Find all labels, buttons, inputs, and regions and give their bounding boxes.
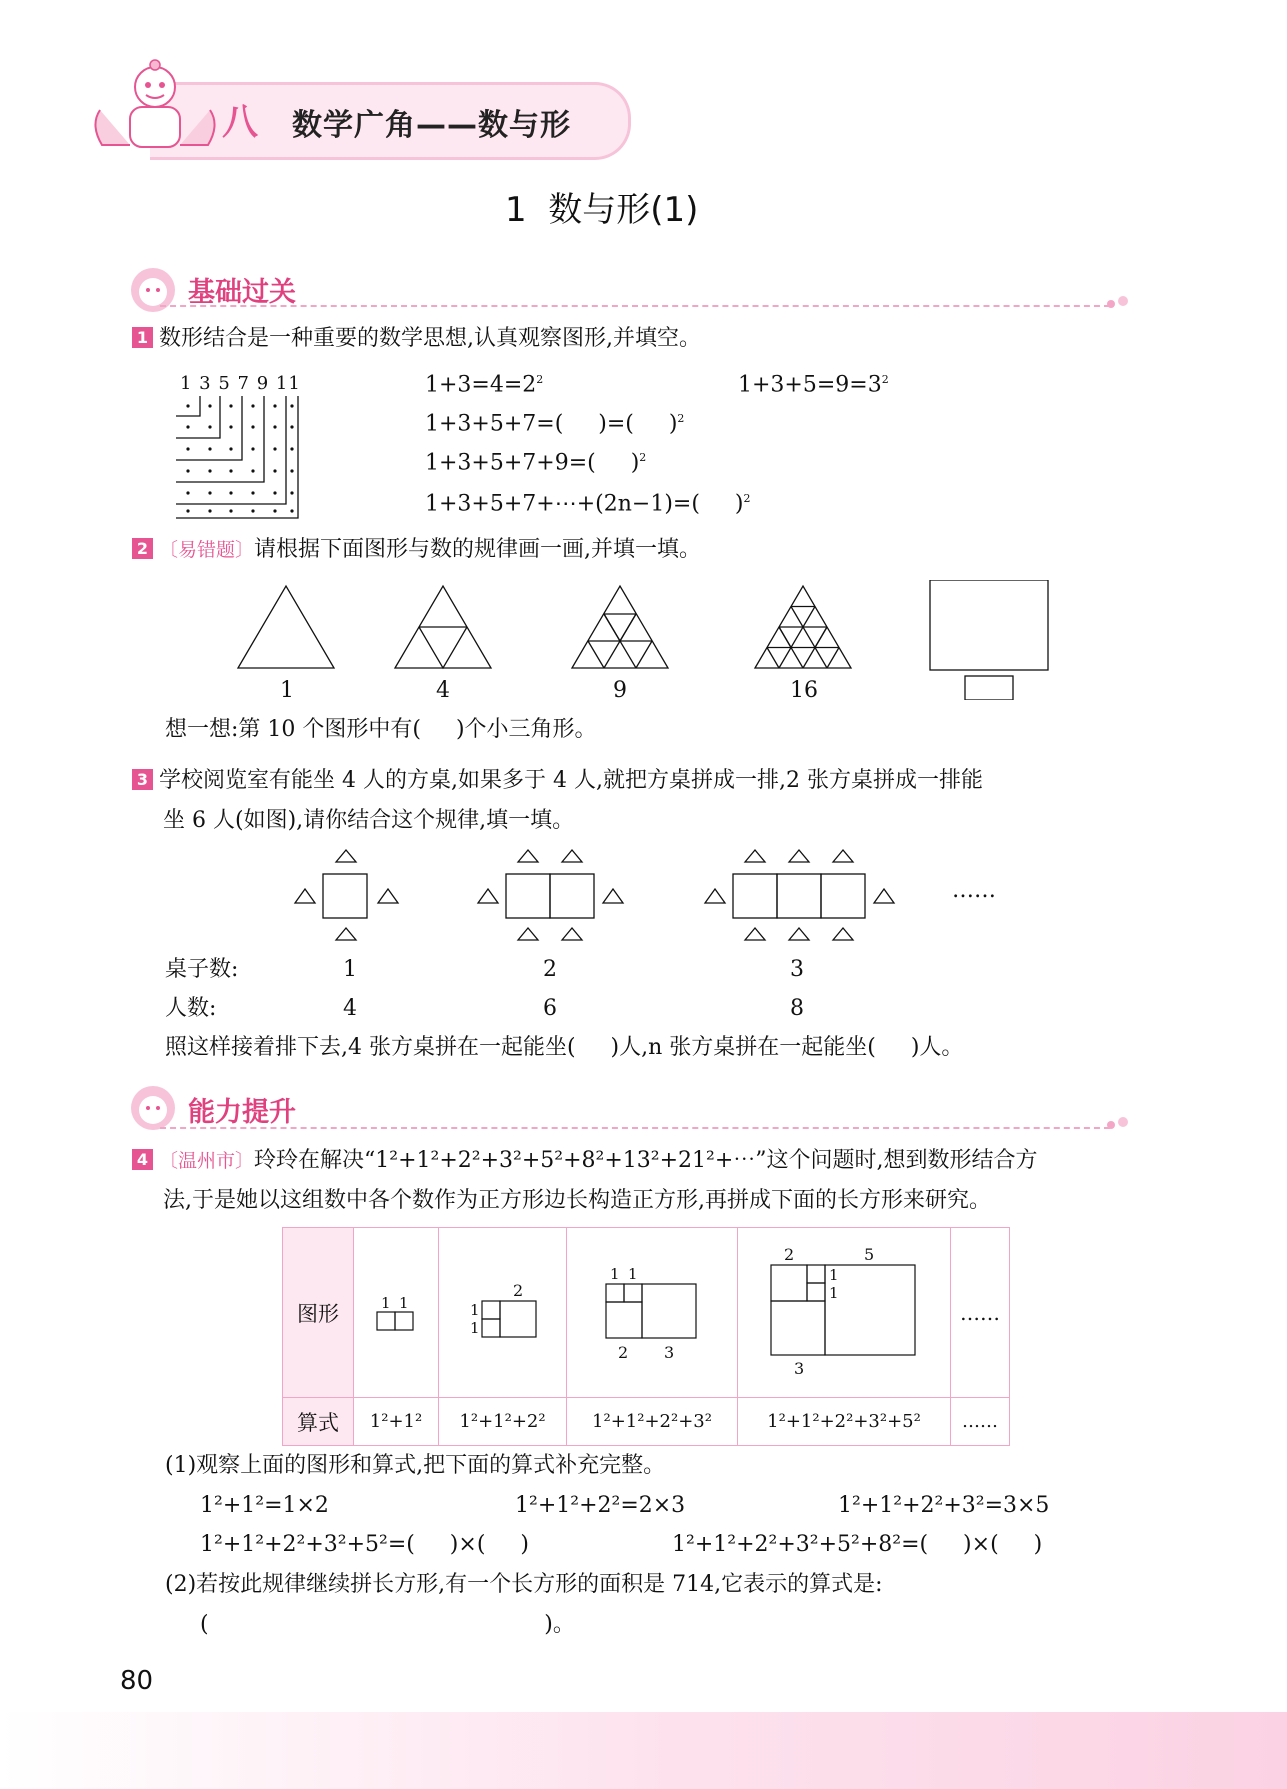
sub-equation-1: 1²+1²=1×2 <box>200 1493 329 1518</box>
fig-label: 1 <box>381 1294 391 1312</box>
question-number: 3 <box>132 769 153 790</box>
answer-blank: ( )。 <box>200 1612 575 1637</box>
section-divider <box>160 305 1110 307</box>
rect-figure-1 <box>355 1229 437 1392</box>
question-3 <box>132 766 983 796</box>
shape-cell-1 <box>354 1228 439 1398</box>
tables-value-3: 3 <box>790 957 804 982</box>
fig-label: 2 <box>784 1245 795 1264</box>
fig-label: 1 <box>610 1265 620 1283</box>
people-value-2: 6 <box>543 996 557 1021</box>
question-3-line2: 坐 6 人(如图),请你结合这个规律,填一填。 <box>163 808 575 833</box>
seating-ellipsis: …… <box>952 878 996 903</box>
question-number: 4 <box>132 1149 153 1170</box>
shape-cell-3 <box>567 1228 738 1398</box>
question-1-text: 数形结合是一种重要的数学思想,认真观察图形,并填空。 <box>159 326 701 351</box>
equation-3: 1+3+5+7+9=( )$^2$ <box>425 450 647 476</box>
pattern-label-2: 4 <box>436 678 450 703</box>
fig-label: 2 <box>513 1281 524 1300</box>
row-label-shape: 图形 <box>283 1228 354 1398</box>
formula-cell-2: 1²+1²+2² <box>439 1398 567 1446</box>
section-mascot-icon <box>128 1083 178 1133</box>
section-divider <box>160 1127 1110 1129</box>
table-seating-figure <box>290 846 910 946</box>
sub-equation-2: 1²+1²+2²=2×3 <box>515 1493 686 1518</box>
fig-label: 3 <box>794 1359 805 1378</box>
fig-label: 1 <box>470 1319 480 1337</box>
seating-conclusion: 照这样接着排下去,4 张方桌拼在一起能坐( )人,n 张方桌拼在一起能坐( )人。 <box>165 1035 964 1060</box>
fig-label: 3 <box>664 1343 675 1362</box>
section-mascot-icon <box>128 265 178 315</box>
fig-label: 1 <box>829 1266 839 1284</box>
tables-label: 桌子数: <box>165 957 239 982</box>
question-4-line2: 法,于是她以这组数中各个数作为正方形边长构造正方形,再拼成下面的长方形来研究。 <box>163 1188 991 1213</box>
question-3-line1: 学校阅览室有能坐 4 人的方桌,如果多于 4 人,就把方桌拼成一排,2 张方桌拼成一排能 <box>159 768 983 793</box>
question-4-line1: 玲玲在解决“1²+1²+2²+3²+5²+8²+13²+21²+⋯”这个问题时,想到数形结合方 <box>254 1148 1038 1173</box>
pattern-label-1: 1 <box>280 678 294 703</box>
question-4 <box>132 1146 1038 1176</box>
fig-label: 1 <box>399 1294 409 1312</box>
page-number: 80 <box>120 1666 154 1696</box>
formula-cell-5: …… <box>951 1398 1010 1446</box>
robot-mascot-icon <box>80 55 230 160</box>
rect-figure-4 <box>739 1229 949 1392</box>
question-1 <box>132 324 701 354</box>
equation-1: $1+3=4=2^2$ <box>425 372 544 398</box>
think-prompt: 想一想:第 10 个图形中有( )个小三角形。 <box>165 717 597 742</box>
question-tag: 〔易错题〕 <box>159 539 255 561</box>
unit-title: 数学广角——数与形 <box>292 108 571 143</box>
question-number: 2 <box>132 538 153 559</box>
sub-equation-4: 1²+1²+2²+3²+5²=( )×( ) <box>200 1532 529 1557</box>
equation-1b: $1+3+5=9=3^2$ <box>738 372 889 398</box>
sub-question-2: (2)若按此规律继续拼长方形,有一个长方形的面积是 714,它表示的算式是: <box>165 1572 883 1597</box>
section-title-advanced: 能力提升 <box>188 1097 296 1128</box>
formula-cell-4: 1²+1²+2²+3²+5² <box>738 1398 951 1446</box>
question-tag: 〔温州市〕 <box>159 1150 255 1172</box>
fig-label: 1 <box>470 1301 480 1319</box>
sub-equation-3: 1²+1²+2²+3²=3×5 <box>838 1493 1050 1518</box>
pattern-label-4: 16 <box>790 678 818 703</box>
shape-cell-2 <box>439 1228 567 1398</box>
lesson-title: 1 数与形(1) <box>505 190 699 230</box>
fig-label: 5 <box>864 1245 875 1264</box>
fibonacci-table <box>282 1227 1010 1446</box>
question-number: 1 <box>132 327 153 348</box>
triangle-patterns-figure <box>230 580 1060 700</box>
dots-ornament-icon <box>1105 294 1131 314</box>
question-2-text: 请根据下面图形与数的规律画一画,并填一填。 <box>254 537 702 562</box>
rect-figure-2 <box>440 1229 565 1392</box>
formula-cell-1: 1²+1² <box>354 1398 439 1446</box>
formula-cell-3: 1²+1²+2²+3² <box>567 1398 738 1446</box>
pattern-label-3: 9 <box>613 678 627 703</box>
dot-labels: 1 3 5 7 9 11 <box>180 373 301 394</box>
question-2 <box>132 535 701 565</box>
rect-figure-3 <box>568 1229 736 1392</box>
people-value-1: 4 <box>343 996 357 1021</box>
equation-4: 1+3+5+7+⋯+(2n−1)=( )$^2$ <box>425 491 751 517</box>
dots-ornament-icon <box>1105 1115 1131 1135</box>
people-label: 人数: <box>165 996 217 1021</box>
bottom-decoration <box>0 1712 1287 1789</box>
sub-question-1: (1)观察上面的图形和算式,把下面的算式补充完整。 <box>165 1453 666 1478</box>
dot-square-figure <box>170 396 300 522</box>
sub-equation-5: 1²+1²+2²+3²+5²+8²=( )×( ) <box>672 1532 1043 1557</box>
tables-value-2: 2 <box>543 957 557 982</box>
fig-label: 1 <box>628 1265 638 1283</box>
row-label-formula: 算式 <box>283 1398 354 1446</box>
people-value-3: 8 <box>790 996 804 1021</box>
unit-number: 八 <box>222 102 259 143</box>
section-title-basic: 基础过关 <box>188 277 296 308</box>
equation-2: 1+3+5+7=( )=( )$^2$ <box>425 411 685 437</box>
fig-label: 1 <box>829 1284 839 1302</box>
shape-cell-4 <box>738 1228 951 1398</box>
tables-value-1: 1 <box>343 957 357 982</box>
fig-label: 2 <box>618 1343 629 1362</box>
shape-cell-ellipsis: …… <box>951 1228 1010 1398</box>
